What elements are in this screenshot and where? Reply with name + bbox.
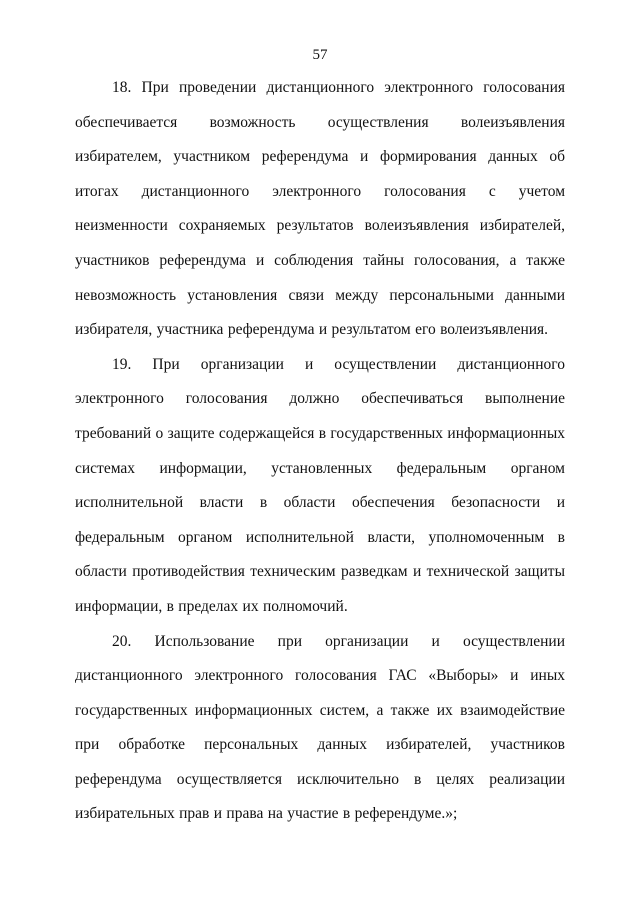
document-body: [75, 71, 565, 832]
paragraph-18: 18. При проведении дистанционного электронного голосования обеспечивается возможность осуществления волеизъявления избирателем, участником референдума и формирования данных об итогах дистанционного электронного голосования с учетом неизменности сохраняемых результатов волеизъявления избирателей, участников референдума и соблюдения тайны голосования, а также невозможность установления связи между персональными данными избирателя, участника референдума и результатом его волеизъявления.: [75, 79, 565, 339]
page-number: 57: [312, 47, 328, 63]
paragraph-19: 19. При организации и осуществлении дистанционного электронного голосования должно обеспечиваться выполнение требований о защите содержащейся в государственных информационных системах информации, установленных федеральным органом исполнительной власти в области обеспечения безопасности и федеральным органом исполнительной власти, уполномоченным в области противодействия техническим разведкам и технической защиты информации, в пределах их полномочий.: [75, 355, 565, 615]
paragraph-20: 20. Использование при организации и осуществлении дистанционного электронного голосования ГАС «Выборы» и иных государственных информационных систем, а также их взаимодействие при обработке персональных данных избирателей, участников референдума осуществляется исключительно в целях реализации избирательных прав и права на участие в референдуме.»;: [75, 632, 565, 823]
